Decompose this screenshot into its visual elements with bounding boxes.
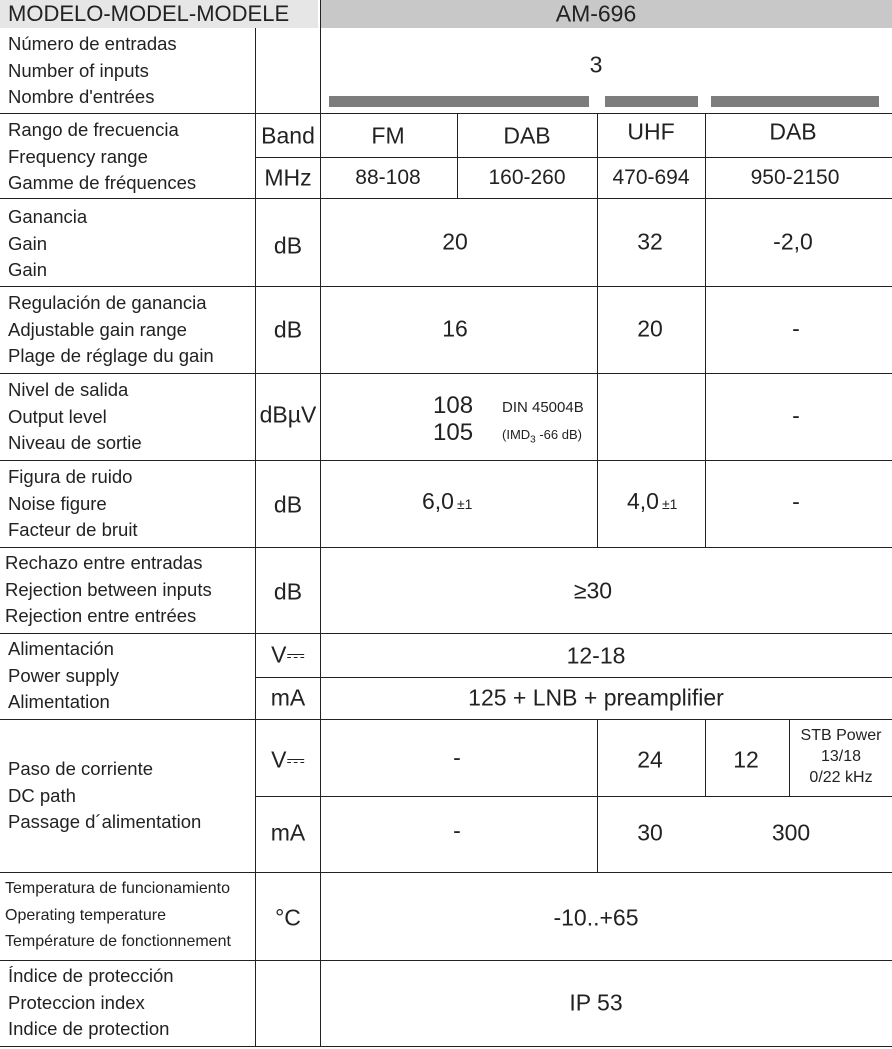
rejection-label: Rechazo entre entradas Rejection between inputs Rejection entre entrées — [5, 552, 212, 627]
col-divider — [457, 114, 458, 198]
row-divider — [255, 677, 892, 678]
dcpath-ma-fm-dab: - — [453, 817, 461, 844]
dcpath-v-dab: 12 — [733, 746, 759, 773]
dcpath-ma-uhf: 30 — [637, 819, 663, 846]
dcpath-label: Paso de corriente DC path Passage d´alimentation — [8, 758, 202, 833]
dcpath-v-unit: V⎓ — [271, 746, 305, 773]
power-v-value: 12-18 — [566, 642, 626, 669]
output-label: Nivel de salida Output level Niveau de sortie — [8, 379, 142, 454]
range-fm: 88-108 — [355, 166, 421, 189]
gain-reg-uhf: 20 — [637, 315, 663, 342]
row-divider — [255, 796, 892, 797]
row-divider — [0, 1046, 892, 1047]
range-dab-l: 950-2150 — [750, 166, 840, 189]
row-divider — [0, 547, 892, 548]
dcpath-ma-dab: 300 — [771, 819, 811, 846]
protection-value: IP 53 — [569, 989, 623, 1016]
dcpath-v-fm-dab: - — [453, 744, 461, 771]
col-divider — [597, 114, 598, 460]
gain-reg-fm-dab: 16 — [442, 315, 468, 342]
noise-unit: dB — [273, 491, 303, 518]
output-value-2: 105 — [433, 419, 474, 446]
gain-reg-label: Regulación de ganancia Adjustable gain range Plage de réglage du gain — [8, 292, 214, 367]
row-divider — [0, 113, 892, 114]
band-dab-l: DAB — [769, 118, 817, 145]
power-label: Alimentación Power supply Alimentation — [8, 638, 120, 713]
row-divider — [0, 198, 892, 199]
band-uhf: UHF — [627, 118, 675, 145]
gain-label: Ganancia Gain Gain — [8, 206, 88, 281]
mhz-unit: MHz — [264, 164, 312, 191]
row-divider — [0, 460, 892, 461]
noise-dab: - — [792, 488, 800, 515]
row-divider — [0, 960, 892, 961]
input-bar-fm-dab — [329, 96, 589, 107]
range-uhf: 470-694 — [612, 166, 690, 189]
temperature-value: -10..+65 — [553, 904, 639, 931]
protection-label: Índice de protección Proteccion index Indice de protection — [8, 965, 174, 1040]
row-divider — [0, 719, 892, 720]
col-divider — [705, 720, 706, 796]
row-divider — [0, 373, 892, 374]
inputs-label: Número de entradas Number of inputs Nombre d'entrées — [8, 33, 177, 108]
temperature-unit: °C — [275, 904, 301, 931]
rejection-unit: dB — [273, 578, 303, 605]
row-divider — [0, 633, 892, 634]
frequency-label: Rango de frecuencia Frequency range Gamme de fréquences — [8, 119, 197, 194]
col-divider — [320, 0, 321, 1046]
gain-reg-dab: - — [792, 315, 800, 342]
row-divider — [255, 157, 892, 158]
row-divider — [0, 872, 892, 873]
col-divider — [597, 720, 598, 872]
col-divider — [705, 114, 706, 460]
noise-fm-dab: 6,0 ±1 — [422, 488, 473, 514]
band-fm: FM — [371, 122, 405, 149]
row-divider — [0, 286, 892, 287]
output-note-2: ($IMD_3$ -66 dB) — [502, 427, 582, 446]
gain-reg-unit: dB — [273, 316, 303, 343]
stb-power: STB Power 13/18 0/22 kHz — [800, 727, 882, 786]
gain-fm-dab: 20 — [442, 228, 468, 255]
power-ma-unit: mA — [270, 684, 306, 711]
gain-unit: dB — [273, 232, 303, 259]
col-divider — [255, 28, 256, 1046]
power-ma-value: 125 + LNB + preamplifier — [468, 684, 724, 711]
gain-uhf: 32 — [637, 228, 663, 255]
band-unit: Band — [261, 122, 315, 149]
output-note-1: DIN 45004B — [502, 399, 584, 416]
dcpath-v-uhf: 24 — [637, 746, 663, 773]
model-label: MODELO-MODEL-MODELE — [8, 1, 290, 26]
range-dab: 160-260 — [488, 166, 566, 189]
col-divider — [705, 461, 706, 547]
model-value: AM-696 — [555, 0, 637, 27]
noise-uhf: 4,0 ±1 — [627, 488, 678, 514]
input-bar-dab — [711, 96, 879, 107]
output-unit: dBµV — [259, 401, 317, 428]
inputs-value: 3 — [589, 51, 603, 78]
dcpath-ma-unit: mA — [270, 819, 306, 846]
power-v-unit: V⎓ — [271, 641, 305, 668]
gain-dab: -2,0 — [773, 228, 813, 255]
rejection-value: ≥30 — [573, 577, 613, 604]
output-dab: - — [792, 402, 800, 429]
temperature-label: Temperatura de funcionamiento Operating temperature Température de fonctionnement — [5, 880, 231, 951]
col-divider — [597, 461, 598, 547]
output-value-1: 108 — [433, 392, 474, 419]
noise-label: Figura de ruido Noise figure Facteur de bruit — [8, 466, 138, 541]
band-dab: DAB — [503, 122, 551, 149]
input-bar-uhf — [605, 96, 698, 107]
